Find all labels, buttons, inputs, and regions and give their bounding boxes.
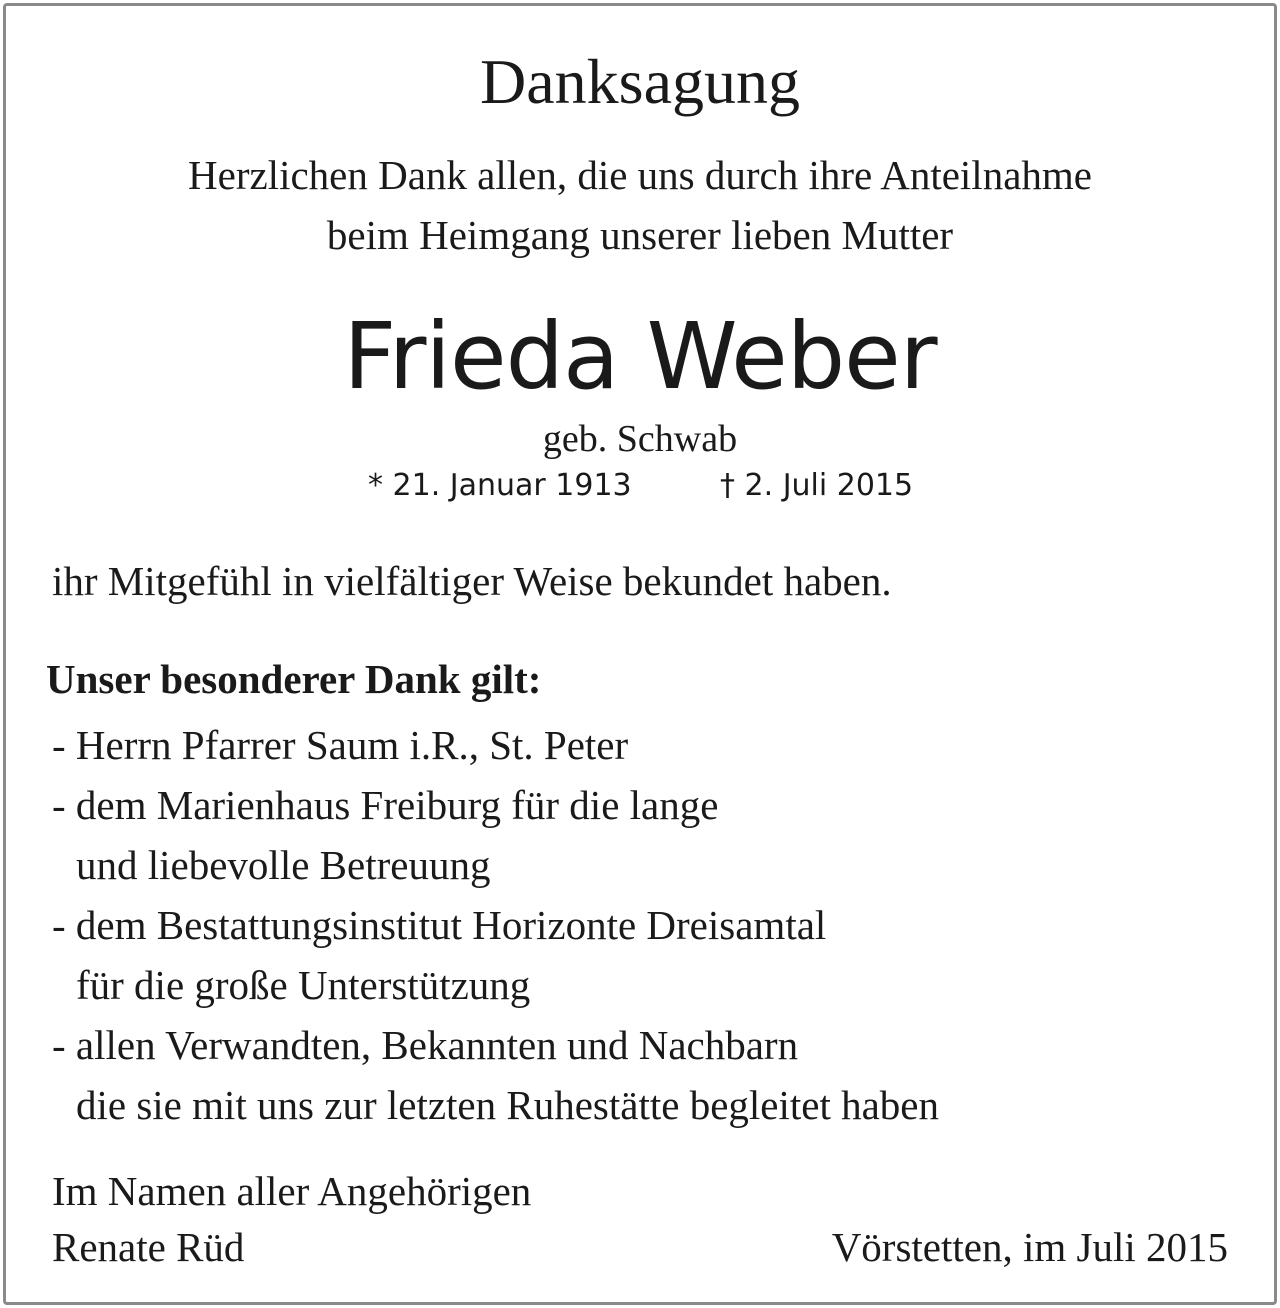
- intro-line-2: beim Heimgang unserer lieben Mutter: [326, 212, 954, 258]
- thanks-item-4-continued: die sie mit uns zur letzten Ruhestätte begleitet haben: [76, 1082, 940, 1128]
- signature-line: Im Namen aller Angehörigen: [52, 1168, 532, 1214]
- thanks-item-3: - dem Bestattungsinstitut Horizonte Dreisamtal: [52, 902, 827, 948]
- place-and-date: Vörstetten, im Juli 2015: [831, 1224, 1228, 1270]
- thanks-item-4: - allen Verwandten, Bekannten und Nachbarn: [52, 1022, 799, 1068]
- signature-name: Renate Rüd: [52, 1224, 245, 1270]
- birth-date: * 21. Januar 1913: [368, 468, 632, 503]
- maiden-name: geb. Schwab: [542, 418, 738, 460]
- thanks-item-2: - dem Marienhaus Freiburg für die lange: [52, 782, 719, 828]
- thanks-item-2-continued: und liebevolle Betreuung: [76, 842, 491, 888]
- thanks-heading: Unser besonderer Dank gilt:: [46, 656, 542, 702]
- deceased-name: Frieda Weber: [343, 303, 937, 410]
- thanks-item-1: - Herrn Pfarrer Saum i.R., St. Peter: [52, 722, 629, 768]
- thanks-item-3-continued: für die große Unterstützung: [76, 962, 531, 1008]
- sympathy-line: ihr Mitgefühl in vielfältiger Weise bekundet haben.: [52, 558, 892, 604]
- notice-title: Danksagung: [480, 46, 800, 117]
- intro-line-1: Herzlichen Dank allen, die uns durch ihre Anteilnahme: [188, 152, 1092, 198]
- death-date: † 2. Juli 2015: [720, 468, 914, 503]
